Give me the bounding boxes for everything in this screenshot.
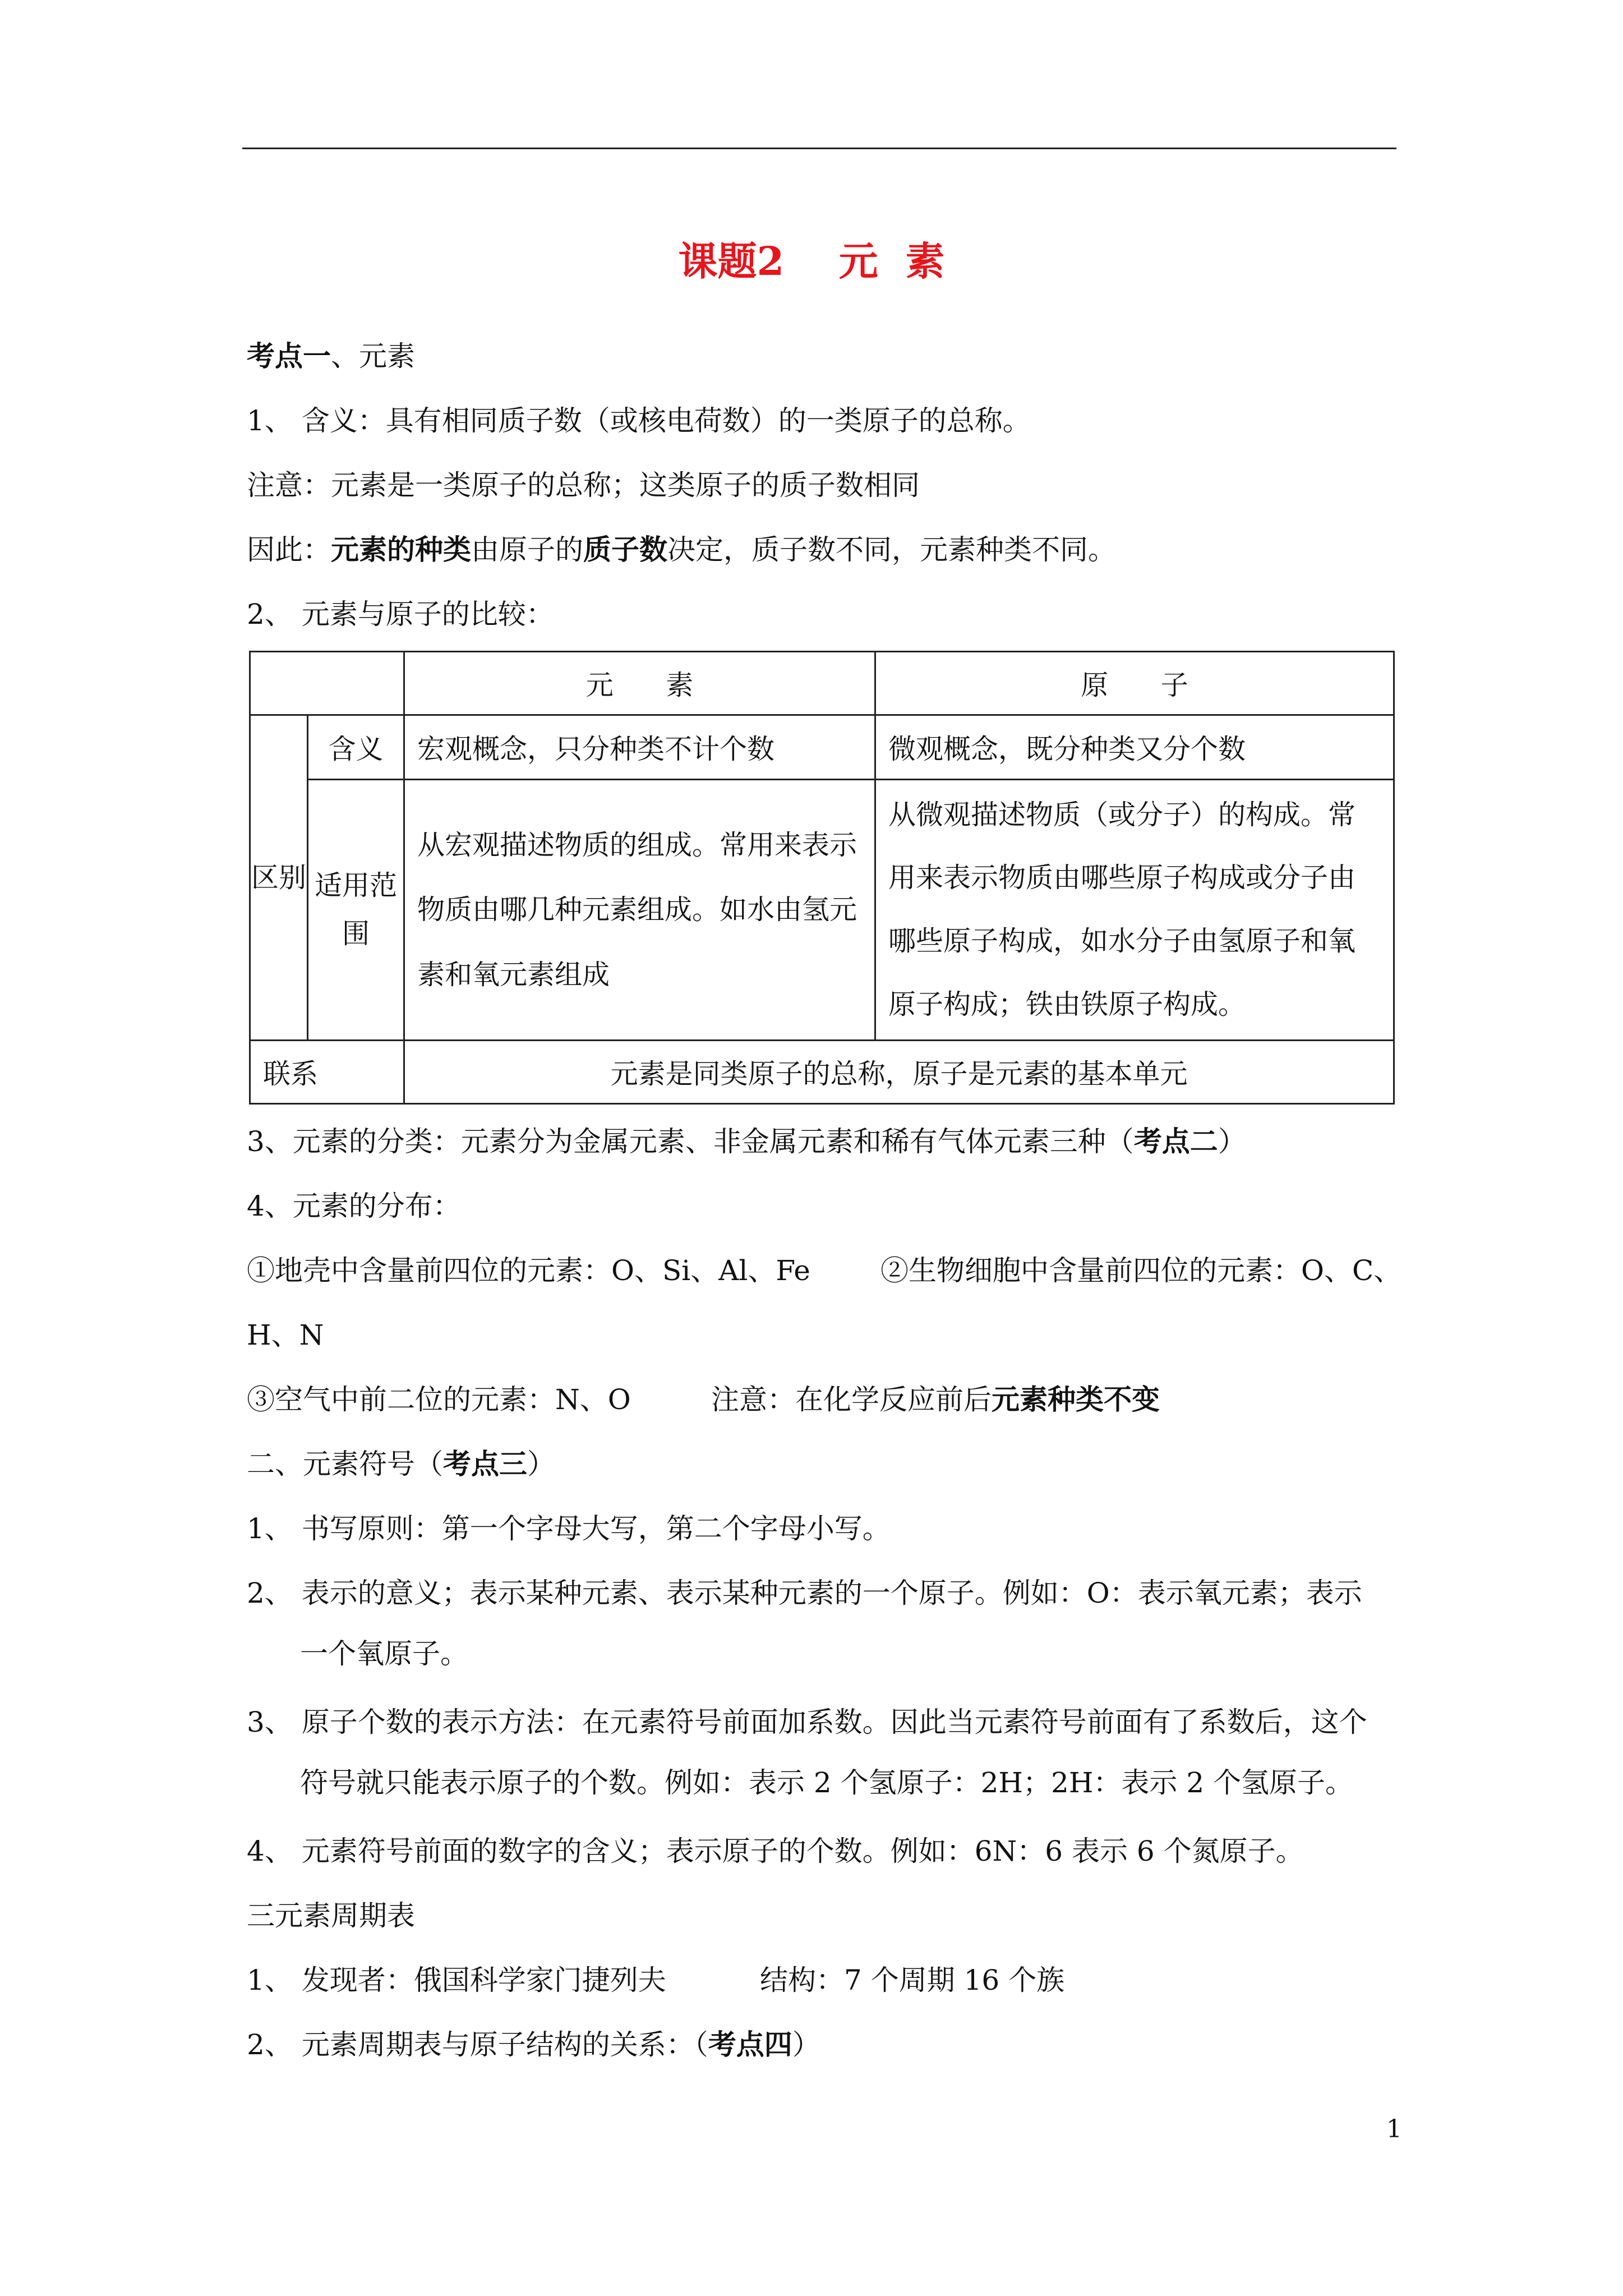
therefore-line: 因此：元素的种类由原子的质子数决定，质子数不同，元素种类不同。 [247, 533, 1116, 566]
symbol-item-3: 3、 原子个数的表示方法：在元素符号前面加系数。因此当元素符号前面有了系数后，这个 [247, 1706, 1367, 1738]
cell-atom-meaning: 微观概念，既分种类又分个数 [875, 715, 1394, 780]
symbol-item-3-cont: 符号就只能表示原子的个数。例如：表示 2 个氢原子：2H；2H：表示 2 个氢原子。 [300, 1766, 1354, 1799]
page-title: 课题2 元 素 [678, 238, 945, 284]
table-header-row [250, 652, 1394, 715]
crust-elements: ①地壳中含量前四位的元素：O、Si、Al、Fe [247, 1254, 810, 1287]
header-atom: 原 子 [875, 652, 1394, 715]
air-note: 注意：在化学反应前后元素种类不变 [711, 1383, 1160, 1416]
cell-element-scope: 从宏观描述物质的组成。常用来表示物质由哪几种元素组成。如水由氢元素和氧元素组成 [404, 780, 875, 1041]
periodic-structure: 结构：7 个周期 16 个族 [760, 1964, 1065, 1996]
section3-heading: 三元素周期表 [247, 1899, 415, 1932]
cell-elements: ②生物细胞中含量前四位的元素：O、C、 [880, 1254, 1402, 1287]
distribution-line: 4、元素的分布： [247, 1190, 461, 1222]
header-rule [242, 148, 1396, 149]
header-element: 元 素 [404, 652, 875, 715]
periodic-item-2: 2、 元素周期表与原子结构的关系：（考点四） [247, 2028, 820, 2061]
periodic-item-1: 1、 发现者：俄国科学家门捷列夫 [247, 1964, 666, 1996]
table-row [250, 1041, 1394, 1104]
table-corner-cell [250, 652, 404, 715]
row-label-meaning: 含义 [308, 715, 404, 780]
comparison-table [249, 651, 1395, 1105]
cell-relation: 元素是同类原子的总称，原子是元素的基本单元 [404, 1041, 1394, 1104]
cell-atom-scope: 从微观描述物质（或分子）的构成。常用来表示物质由哪些原子构成或分子由哪些原子构成，如水分子由氢原子和氧原子构成；铁由铁原子构成。 [875, 780, 1394, 1041]
row-label-relation: 联系 [250, 1041, 404, 1104]
table-row [250, 780, 1394, 1041]
compare-intro: 2、 元素与原子的比较： [247, 598, 554, 631]
row-label-scope: 适用范围 [308, 780, 404, 1041]
symbol-item-2-cont: 一个氧原子。 [300, 1637, 468, 1670]
classification-line: 3、元素的分类：元素分为金属元素、非金属元素和稀有气体元素三种（考点二） [247, 1125, 1246, 1158]
section2-heading: 二、元素符号（考点三） [247, 1447, 555, 1480]
note-line: 注意：元素是一类原子的总称；这类原子的质子数相同 [247, 469, 920, 501]
definition-line: 1、 含义：具有相同质子数（或核电荷数）的一类原子的总称。 [247, 404, 1031, 437]
page-number: 1 [1386, 2115, 1402, 2143]
symbol-item-2: 2、 表示的意义；表示某种元素、表示某种元素的一个原子。例如：O：表示氧元素；表示 [247, 1577, 1362, 1609]
table-row [250, 715, 1394, 780]
section1-heading: 考点一、元素 [247, 339, 415, 372]
diff-label: 区别 [250, 715, 308, 1041]
symbol-item-4: 4、 元素符号前面的数字的含义；表示原子的个数。例如：6N：6 表示 6 个氮原子。 [247, 1835, 1304, 1867]
air-elements: ③空气中前二位的元素：N、O [247, 1383, 631, 1416]
cell-element-meaning: 宏观概念，只分种类不计个数 [404, 715, 875, 780]
cell-elements-cont: H、N [247, 1319, 324, 1351]
symbol-item-1: 1、 书写原则：第一个字母大写，第二个字母小写。 [247, 1512, 891, 1545]
